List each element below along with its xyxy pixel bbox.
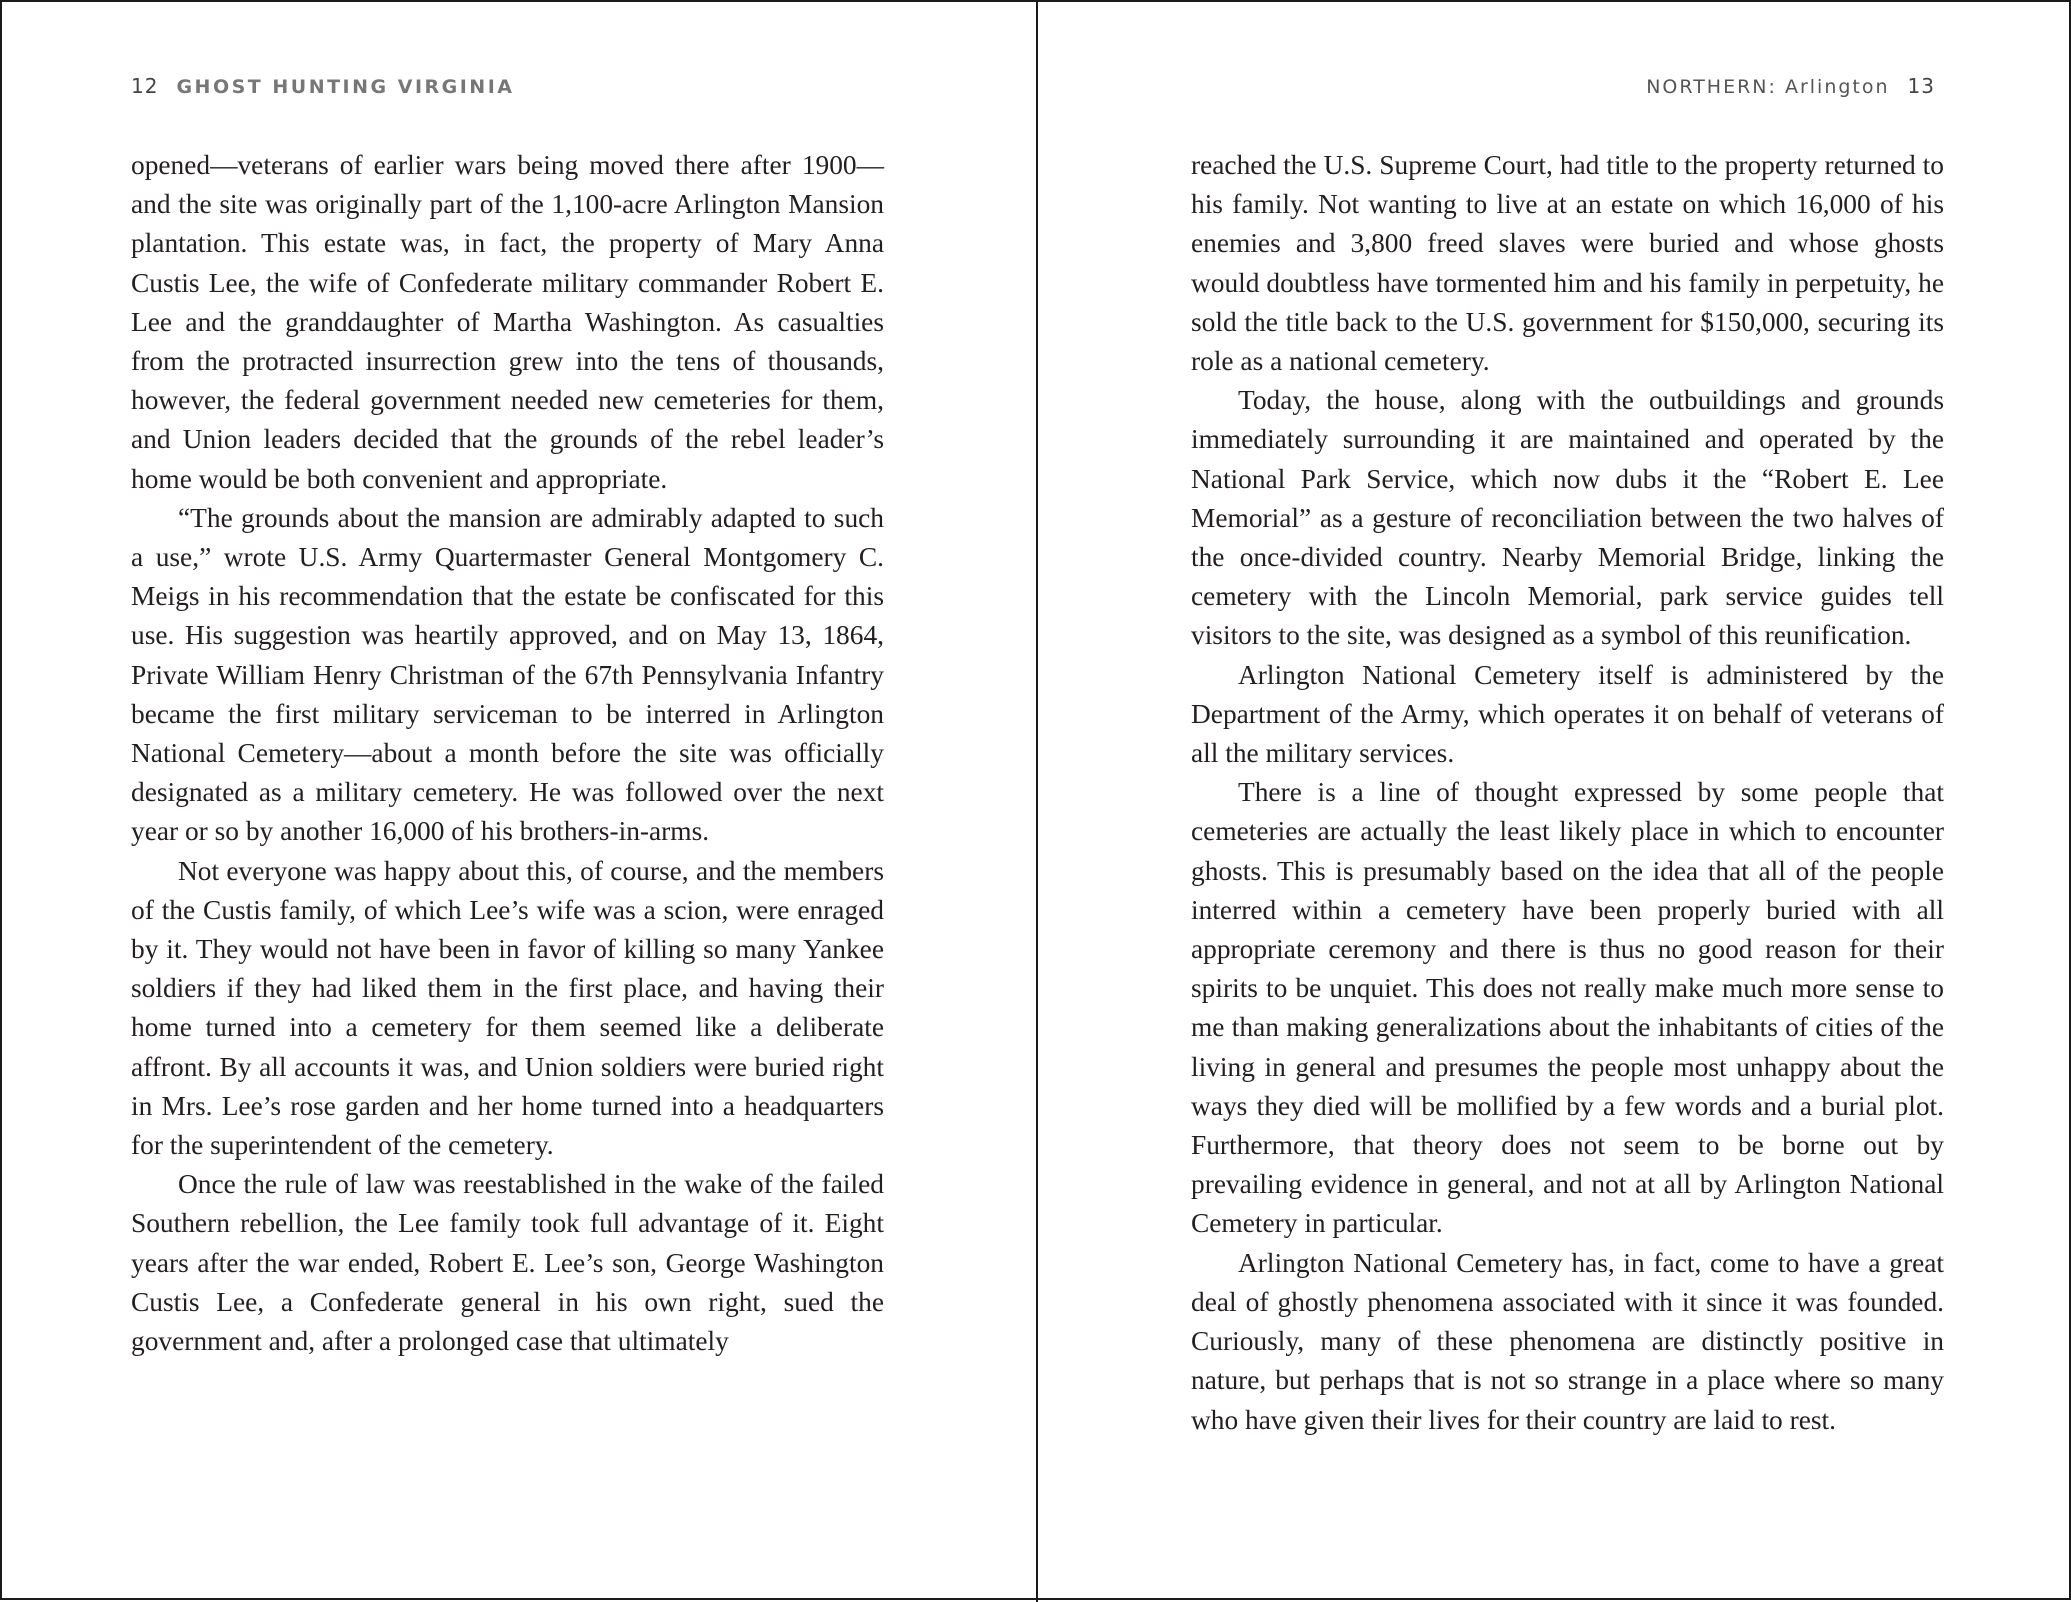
- left-running-head: [131, 74, 514, 98]
- right-running-head: [1646, 74, 1935, 98]
- right-page: [1038, 2, 2071, 1602]
- paragraph: There is a line of thought expressed by some people that cemeteries are actually the least likely place in which to encounter ghosts. This is presumably based on the idea that all of the people interred within a cemetery have been properly buried with all appropriate ceremony and there is thus no good reason for their spirits to be unquiet. This does not really make much more sense to me than making generalizations about the inhabitants of cities of the living in general and presumes the people most unhappy about the ways they died will be mollified by a few words and a burial plot. Furthermore, that theory does not seem to be borne out by prevailing evidence in general, and not at all by Arlington National Cemetery in particular.: [1191, 777, 1944, 1239]
- paragraph: “The grounds about the mansion are admirably adapted to such a use,” wrote U.S. Army Quartermaster General Montgomery C. Meigs in his recommendation that the estate be confiscated for this use. His suggestion was heartily approved, and on May 13, 1864, Private William Henry Christman of the 67th Pennsylvania Infantry became the first military serviceman to be interred in Arlington National Cemetery—about a month before the site was officially designated as a military cemetery. He was followed over the next year or so by another 16,000 of his brothers-in-arms.: [131, 502, 884, 847]
- left-page-number: 12: [131, 74, 159, 98]
- right-page-body: [1191, 146, 1944, 1440]
- left-page-body: [131, 146, 884, 1361]
- paragraph: reached the U.S. Supreme Court, had title to the property returned to his family. Not wanting to live at an estate on which 16,000 of his enemies and 3,800 freed slaves were buried and whose ghosts would doubtless have tormented him and his family in perpetuity, he sold the title back to the U.S. government for $150,000, securing its role as a national cemetery.: [1191, 150, 1944, 377]
- right-page-number: 13: [1907, 74, 1935, 98]
- chapter-running-head: NORTHERN: Arlington: [1646, 76, 1890, 98]
- paragraph: Today, the house, along with the outbuildings and grounds immediately surrounding it are maintained and operated by the National Park Service, which now dubs it the “Robert E. Lee Memorial” as a gesture of reconciliation between the two halves of the once-divided country. Nearby Memorial Bridge, linking the cemetery with the Lincoln Memorial, park service guides tell visitors to the site, was designed as a symbol of this reunification.: [1191, 385, 1944, 651]
- paragraph: opened—veterans of earlier wars being moved there after 1900—and the site was originally part of the 1,100-acre Arlington Mansion plantation. This estate was, in fact, the property of Mary Anna Custis Lee, the wife of Confederate military commander Robert E. Lee and the granddaughter of Martha Washington. As casualties from the protracted insurrection grew into the tens of thousands, however, the federal government needed new cemeteries for them, and Union leaders decided that the grounds of the rebel leader’s home would be both convenient and appropriate.: [131, 150, 884, 494]
- paragraph: Once the rule of law was reestablished in the wake of the failed Southern rebellion, the Lee family took full advantage of it. Eight years after the war ended, Robert E. Lee’s son, George Washington Custis Lee, a Confederate general in his own right, sued the government and, after a prolonged case that ultimately: [131, 1169, 884, 1357]
- book-title-running-head: GHOST HUNTING VIRGINIA: [176, 76, 515, 98]
- paragraph: Not everyone was happy about this, of course, and the members of the Custis family, of which Lee’s wife was a scion, were enraged by it. They would not have been in favor of killing so many Yankee soldiers if they had liked them in the first place, and having their home turned into a cemetery for them seemed like a deliberate affront. By all accounts it was, and Union soldiers were buried right in Mrs. Lee’s rose garden and her home turned into a headquarters for the superintendent of the cemetery.: [131, 855, 884, 1161]
- paragraph: Arlington National Cemetery itself is administered by the Department of the Army, which operates it on behalf of veterans of all the military services.: [1191, 659, 1944, 769]
- paragraph: Arlington National Cemetery has, in fact, come to have a great deal of ghostly phenomena associated with it since it was founded. Curiously, many of these phenomena are distinctly positive in nature, but perhaps that is not so strange in a place where so many who have given their lives for their country are laid to rest.: [1191, 1247, 1944, 1435]
- left-page: [2, 2, 1036, 1602]
